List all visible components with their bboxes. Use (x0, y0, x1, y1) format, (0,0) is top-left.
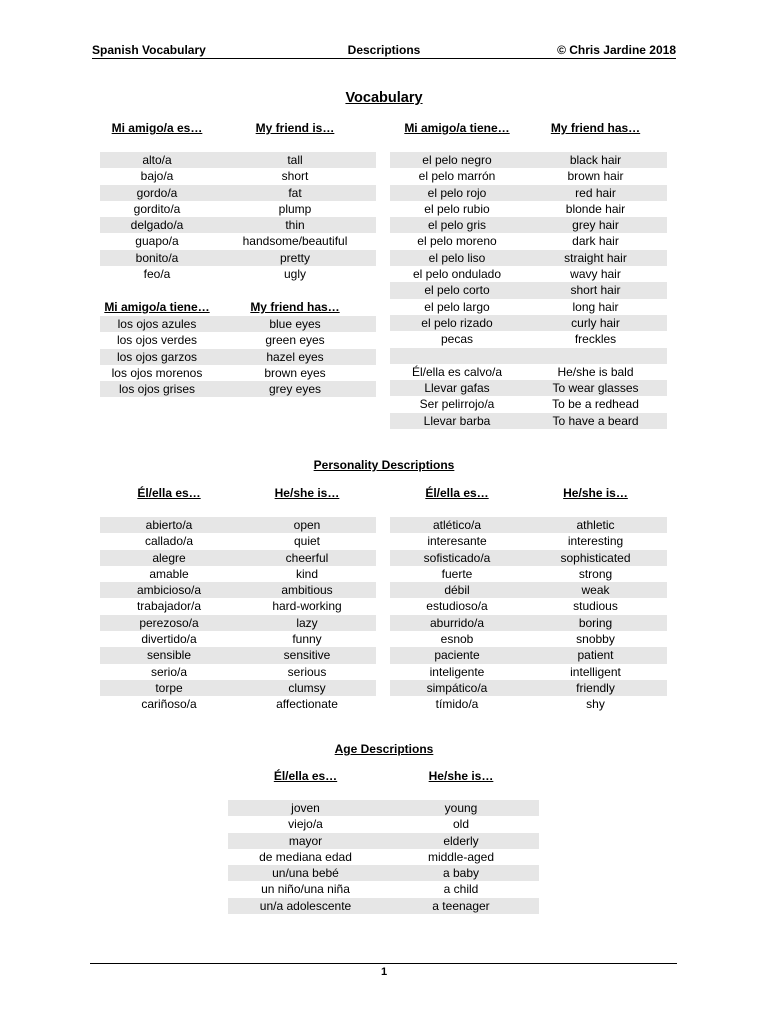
english-translation: To be a redhead (552, 397, 639, 412)
header-left-text: Spanish Vocabulary (92, 43, 206, 57)
english-translation: weak (581, 583, 610, 598)
spanish-term: simpático/a (426, 680, 488, 695)
english-translation: a child (443, 882, 479, 897)
table-row (390, 266, 667, 282)
english-translation: fat (288, 185, 302, 200)
english-translation: green eyes (265, 333, 325, 348)
table-rows (390, 517, 667, 713)
english-translation: To wear glasses (552, 381, 639, 396)
english-translation: clumsy (288, 680, 326, 695)
english-translation: patient (577, 648, 614, 663)
table-row (390, 533, 667, 549)
table-row (100, 582, 376, 598)
column-header-spanish: Él/ella es… (273, 769, 338, 783)
column-header-spanish: Mi amigo/a tiene… (104, 300, 210, 314)
table-row (100, 381, 376, 397)
table-row (100, 201, 376, 217)
english-translation: hard-working (272, 599, 342, 614)
spanish-term: un niño/una niña (261, 882, 350, 897)
table-row (100, 615, 376, 631)
spanish-term: interesante (427, 534, 487, 549)
spanish-term: torpe (155, 680, 183, 695)
english-translation: sophisticated (560, 550, 631, 565)
table-rows (228, 800, 539, 914)
table-row (390, 233, 667, 249)
table-row (390, 566, 667, 582)
column-header-spanish: Mi amigo/a tiene… (404, 121, 510, 135)
table-row (390, 315, 667, 331)
spanish-term: bonito/a (135, 250, 179, 265)
personality-section-title: Personality Descriptions (313, 458, 455, 472)
column-header-english: My friend has… (550, 121, 641, 135)
spanish-term: el pelo rubio (424, 201, 490, 216)
spanish-term: sensible (146, 648, 192, 663)
english-translation: intelligent (570, 664, 621, 679)
english-translation: blue eyes (269, 317, 321, 331)
english-translation: curly hair (571, 315, 620, 330)
table-row (390, 647, 667, 663)
english-translation: athletic (576, 518, 615, 532)
table-rows (100, 517, 376, 713)
english-translation: open (293, 518, 321, 532)
spanish-term: los ojos morenos (111, 365, 203, 380)
table-row (100, 233, 376, 249)
spanish-term: los ojos verdes (116, 333, 198, 348)
footer-divider (90, 963, 677, 964)
table-row (390, 282, 667, 298)
english-translation: a baby (442, 866, 480, 881)
english-translation: young (444, 801, 478, 815)
spanish-term: fuerte (441, 566, 473, 581)
spanish-term: guapo/a (135, 234, 179, 249)
english-translation: cheerful (285, 550, 329, 565)
english-translation: red hair (575, 185, 616, 200)
table-header (228, 769, 539, 785)
english-translation (524, 348, 667, 364)
english-translation: lazy (296, 615, 318, 630)
english-translation: interesting (567, 534, 624, 549)
spanish-term: Él/ella es calvo/a (411, 364, 503, 379)
table-row (390, 413, 667, 429)
table-row (228, 800, 539, 816)
table-row (390, 550, 667, 566)
spanish-term: perezoso/a (139, 615, 199, 630)
table-row (390, 364, 667, 380)
table-row (100, 365, 376, 381)
english-translation: To have a beard (552, 413, 639, 428)
english-translation: kind (295, 566, 318, 581)
english-translation: snobby (576, 632, 615, 647)
table-row (100, 566, 376, 582)
table-header (100, 121, 376, 137)
table-row (390, 217, 667, 233)
header-center-text: Descriptions (347, 43, 421, 57)
spanish-term: ambicioso/a (136, 583, 202, 598)
spanish-term: débil (444, 583, 470, 598)
vocab-right-table (390, 121, 667, 429)
english-translation: brown eyes (264, 365, 326, 380)
table-row (100, 680, 376, 696)
english-translation: grey eyes (268, 382, 322, 397)
table-row (390, 517, 667, 533)
spanish-term: el pelo ondulado (412, 267, 502, 282)
age-section-title: Age Descriptions (334, 742, 434, 756)
spanish-term: joven (291, 801, 320, 815)
english-translation: a teenager (432, 898, 490, 913)
table-row (100, 533, 376, 549)
spanish-term: trabajador/a (136, 599, 202, 614)
age-table (228, 769, 539, 914)
table-row (100, 598, 376, 614)
table-row (390, 331, 667, 347)
spanish-term: los ojos grises (118, 382, 196, 397)
spanish-term: el pelo corto (424, 283, 490, 298)
table-row (100, 664, 376, 680)
english-translation: old (452, 817, 469, 832)
english-translation: He/she is bald (557, 364, 634, 379)
spanish-term: aburrido/a (429, 615, 485, 630)
spanish-term: feo/a (143, 267, 171, 282)
english-translation: strong (578, 566, 613, 581)
spanish-term: el pelo negro (422, 153, 492, 167)
english-translation: freckles (574, 332, 617, 347)
english-translation: blonde hair (565, 201, 626, 216)
table-row (390, 631, 667, 647)
table-row (100, 696, 376, 712)
table-row (390, 348, 667, 364)
spanish-term: paciente (434, 648, 480, 663)
table-rows (100, 152, 376, 282)
column-header-english: He/she is… (428, 769, 494, 783)
english-translation: handsome/beautiful (242, 234, 348, 249)
vocab-left-top-table (100, 121, 376, 282)
spanish-term: el pelo liso (428, 250, 486, 265)
spanish-term: sofisticado/a (423, 550, 491, 565)
english-translation: shy (586, 697, 605, 712)
english-translation: wavy hair (570, 267, 621, 282)
english-translation: short (281, 169, 309, 184)
english-translation: middle-aged (427, 849, 495, 864)
spanish-term: un/a adolescente (259, 898, 352, 913)
table-rows (100, 316, 376, 397)
table-row (390, 696, 667, 712)
spanish-term: de mediana edad (259, 849, 352, 864)
column-header-spanish: Mi amigo/a es… (111, 121, 203, 135)
table-row (228, 816, 539, 832)
spanish-term: Llevar gafas (424, 381, 490, 396)
english-translation: affectionate (276, 697, 338, 712)
english-translation: dark hair (572, 234, 619, 249)
table-row (100, 168, 376, 184)
spanish-term: el pelo largo (424, 299, 490, 314)
table-rows (390, 152, 667, 429)
spanish-term: viejo/a (288, 817, 323, 832)
column-header-english: My friend is… (255, 121, 335, 135)
table-row (390, 680, 667, 696)
spanish-term: el pelo rizado (421, 315, 493, 330)
table-header (100, 486, 376, 502)
spanish-term: callado/a (144, 534, 194, 549)
english-translation: black hair (569, 153, 622, 167)
table-row (100, 266, 376, 282)
table-row (100, 185, 376, 201)
table-row (228, 898, 539, 914)
vocab-left-bottom-table (100, 300, 376, 397)
spanish-term (390, 348, 524, 364)
table-row (100, 631, 376, 647)
table-row (100, 550, 376, 566)
english-translation: long hair (572, 299, 619, 314)
spanish-term: el pelo moreno (417, 234, 497, 249)
spanish-term: serio/a (150, 664, 188, 679)
header-right-text: © Chris Jardine 2018 (557, 43, 676, 57)
table-row (100, 250, 376, 266)
table-row (390, 168, 667, 184)
english-translation: pretty (279, 250, 310, 265)
table-header (100, 300, 376, 316)
english-translation: tall (287, 153, 303, 167)
spanish-term: delgado/a (130, 218, 184, 233)
english-translation: straight hair (564, 250, 627, 265)
spanish-term: alto/a (142, 153, 172, 167)
column-header-english: He/she is… (563, 486, 628, 500)
english-translation: friendly (576, 680, 615, 695)
table-row (228, 849, 539, 865)
spanish-term: inteligente (429, 664, 485, 679)
english-translation: plump (278, 201, 312, 216)
table-row (390, 582, 667, 598)
english-translation: grey hair (572, 218, 619, 233)
table-row (228, 881, 539, 897)
spanish-term: atlético/a (432, 518, 482, 532)
english-translation: ugly (283, 267, 306, 282)
spanish-term: alegre (152, 550, 186, 565)
english-translation: sensitive (283, 648, 331, 663)
english-translation: funny (292, 632, 322, 647)
table-row (390, 615, 667, 631)
spanish-term: cariñoso/a (141, 697, 197, 712)
table-row (228, 865, 539, 881)
table-row (100, 217, 376, 233)
english-translation: studious (573, 599, 618, 614)
table-row (228, 833, 539, 849)
spanish-term: tímido/a (435, 697, 479, 712)
table-row (390, 380, 667, 396)
spanish-term: estudioso/a (426, 599, 488, 614)
english-translation: thin (285, 218, 305, 233)
page-title: Vocabulary (345, 90, 423, 106)
page-header (92, 43, 676, 59)
spanish-term: gordo/a (136, 185, 178, 200)
spanish-term: pecas (440, 332, 474, 347)
table-row (100, 517, 376, 533)
table-row (390, 152, 667, 168)
spanish-term: gordito/a (133, 201, 181, 216)
english-translation: serious (287, 664, 327, 679)
table-row (100, 316, 376, 332)
table-header (390, 121, 667, 137)
spanish-term: divertido/a (141, 632, 197, 647)
english-translation: short hair (570, 283, 621, 298)
spanish-term: Ser pelirrojo/a (419, 397, 495, 412)
table-row (100, 332, 376, 348)
column-header-english: My friend has… (250, 300, 340, 314)
english-translation: hazel eyes (266, 349, 324, 364)
english-translation: boring (578, 615, 613, 630)
spanish-term: el pelo rojo (427, 185, 487, 200)
spanish-term: esnob (440, 632, 474, 647)
english-translation: elderly (443, 833, 479, 848)
spanish-term: el pelo gris (427, 218, 487, 233)
page-number: 1 (380, 966, 388, 978)
table-row (390, 201, 667, 217)
table-row (100, 647, 376, 663)
spanish-term: amable (149, 566, 189, 581)
column-header-english: He/she is… (274, 486, 340, 500)
table-row (390, 250, 667, 266)
english-translation: quiet (293, 534, 321, 549)
spanish-term: Llevar barba (423, 413, 491, 428)
spanish-term: el pelo marrón (418, 169, 496, 184)
spanish-term: bajo/a (140, 169, 174, 184)
table-row (390, 396, 667, 412)
table-header (390, 486, 667, 502)
spanish-term: mayor (288, 833, 323, 848)
table-row (100, 152, 376, 168)
spanish-term: un/una bebé (272, 866, 339, 881)
table-row (390, 299, 667, 315)
spanish-term: abierto/a (145, 518, 193, 532)
spanish-term: los ojos azules (117, 317, 197, 331)
english-translation: brown hair (567, 169, 624, 184)
column-header-spanish: Él/ella es… (425, 486, 489, 500)
table-row (100, 349, 376, 365)
table-row (390, 664, 667, 680)
spanish-term: los ojos garzos (116, 349, 198, 364)
column-header-spanish: Él/ella es… (137, 486, 201, 500)
english-translation: ambitious (281, 583, 333, 598)
personality-left-table (100, 486, 376, 713)
personality-right-table (390, 486, 667, 713)
table-row (390, 598, 667, 614)
table-row (390, 185, 667, 201)
